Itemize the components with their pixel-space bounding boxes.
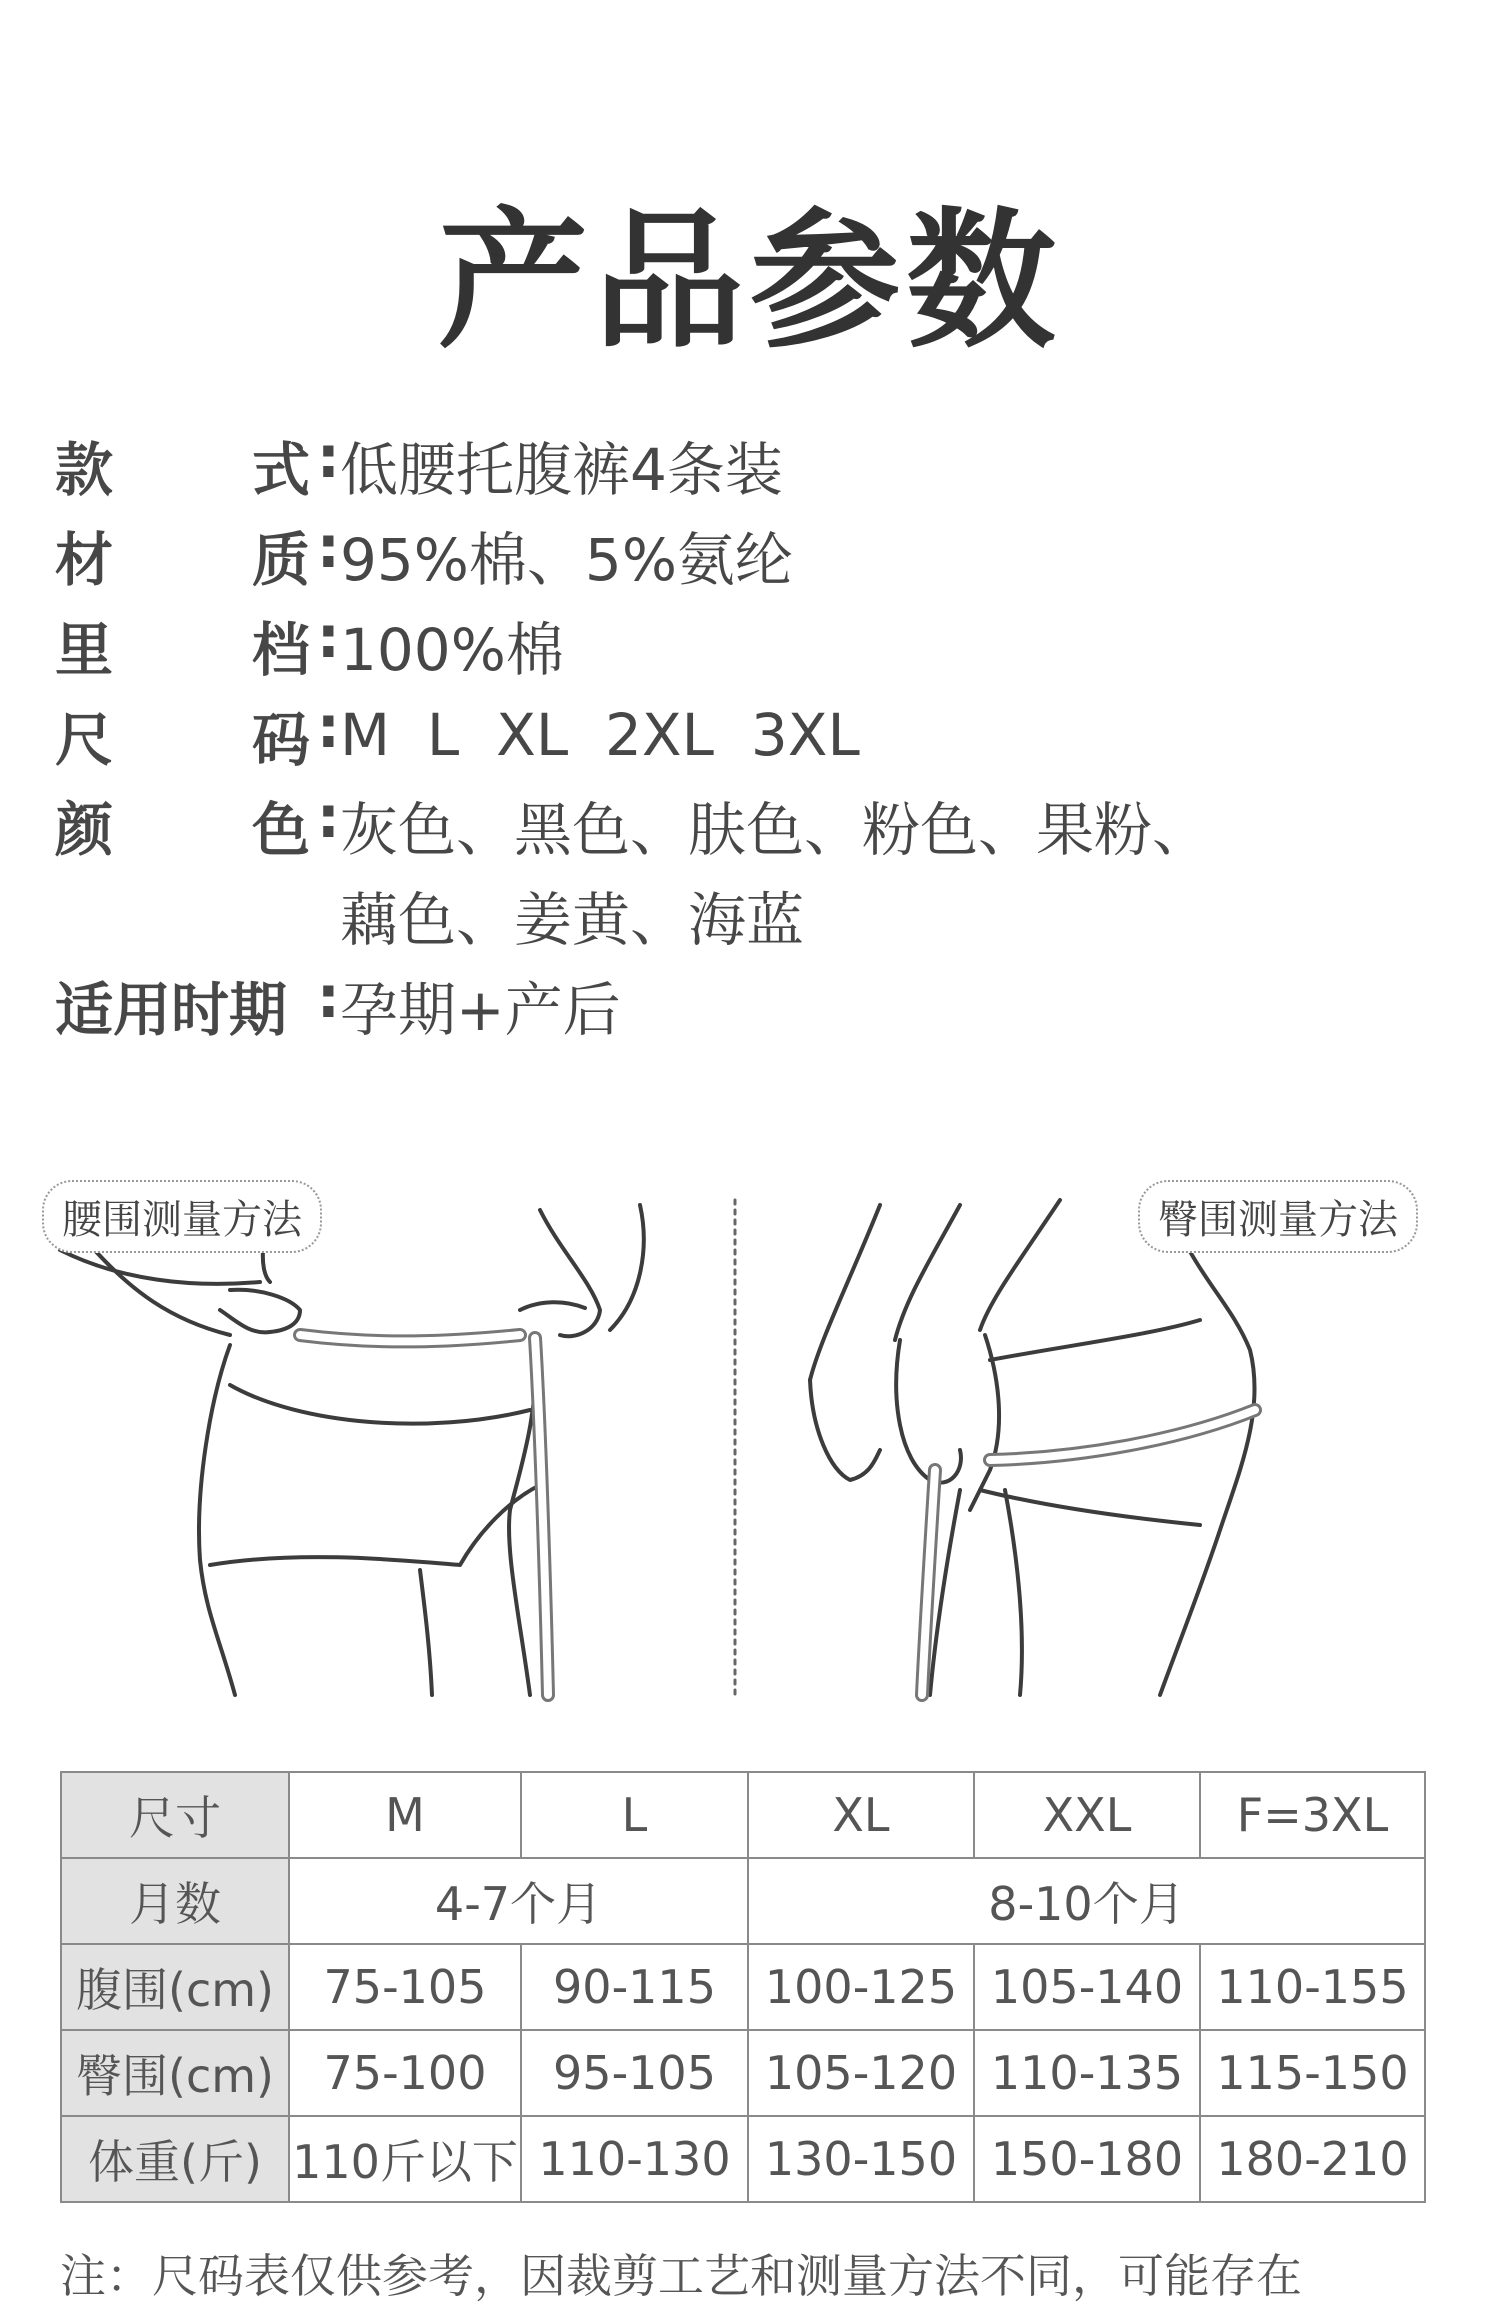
table-header-cell: XXL [974, 1772, 1200, 1858]
param-colon: : [316, 513, 340, 581]
param-label-char: 档 [251, 616, 310, 684]
table-cell: 180-210 [1200, 2116, 1425, 2202]
table-cell: 110-155 [1200, 1944, 1425, 2030]
table-cell: 75-100 [289, 2030, 521, 2116]
table-cell: 110-135 [974, 2030, 1200, 2116]
table-cell: 100-125 [748, 1944, 974, 2030]
size-table [60, 1771, 1426, 2203]
param-label [55, 603, 340, 687]
param-label [55, 783, 340, 867]
param-row-color-cont [55, 870, 1210, 960]
product-params [55, 420, 1210, 1050]
table-cell: 95-105 [521, 2030, 748, 2116]
param-label [55, 513, 340, 597]
param-colon: : [316, 963, 340, 1031]
param-value: 灰色、黑色、肤色、粉色、果粉、 [340, 796, 1211, 864]
table-row-label: 臀围(cm) [61, 2030, 289, 2116]
param-value: 孕期+产后 [340, 976, 621, 1044]
hip-figure [810, 1200, 1255, 1695]
table-cell: 105-120 [748, 2030, 974, 2116]
table-header-cell: XL [748, 1772, 974, 1858]
table-row [61, 1858, 1425, 1944]
param-value: 藕色、姜黄、海蓝 [340, 886, 805, 954]
table-header-row [61, 1772, 1425, 1858]
param-label-text: 适用时期 [55, 976, 288, 1044]
hip-method-label: 臀围测量方法 [1138, 1180, 1418, 1253]
table-row-label: 月数 [61, 1858, 289, 1944]
table-cell: 90-115 [521, 1944, 748, 2030]
param-label-char: 色 [251, 796, 310, 864]
table-cell: 105-140 [974, 1944, 1200, 2030]
param-row-size [55, 690, 1210, 780]
param-row-period [55, 960, 1210, 1050]
table-row [61, 2030, 1425, 2116]
table-cell: 130-150 [748, 2116, 974, 2202]
waist-method-label: 腰围测量方法 [42, 1180, 322, 1253]
param-label-char: 材 [55, 526, 114, 594]
table-cell: 110斤以下 [289, 2116, 521, 2202]
table-cell: 110-130 [521, 2116, 748, 2202]
table-row [61, 1944, 1425, 2030]
table-cell: 75-105 [289, 1944, 521, 2030]
param-label-char: 码 [251, 706, 310, 774]
param-colon: : [316, 783, 340, 851]
param-label [55, 423, 340, 507]
table-row-label: 腹围(cm) [61, 1944, 289, 2030]
param-label-char: 尺 [55, 706, 114, 774]
param-label [55, 963, 340, 1047]
table-cell: 8-10个月 [748, 1858, 1425, 1944]
param-colon: : [316, 423, 340, 491]
param-row-material [55, 510, 1210, 600]
page-title: 产品参数 [437, 195, 1062, 369]
table-cell: 115-150 [1200, 2030, 1425, 2116]
param-label [55, 693, 340, 777]
table-cell: 4-7个月 [289, 1858, 748, 1944]
param-colon: : [316, 693, 340, 761]
waist-figure [60, 1205, 644, 1695]
param-colon: : [316, 603, 340, 671]
table-header-cell: M [289, 1772, 521, 1858]
size-note: 注：尺码表仅供参考，因裁剪工艺和测量方法不同，可能存在 [60, 2249, 1302, 2303]
table-cell: 150-180 [974, 2116, 1200, 2202]
table-header-cell: 尺寸 [61, 1772, 289, 1858]
param-label-char: 质 [251, 526, 310, 594]
param-label-char: 款 [55, 436, 114, 504]
param-value: 低腰托腹裤4条装 [340, 436, 783, 504]
param-value: 95%棉、5%氨纶 [340, 526, 793, 594]
table-header-cell: L [521, 1772, 748, 1858]
table-header-cell: F=3XL [1200, 1772, 1425, 1858]
measurement-figures [0, 1170, 1500, 1710]
table-row [61, 2116, 1425, 2202]
param-label-char: 颜 [55, 796, 114, 864]
param-value: M L XL 2XL 3XL [340, 701, 860, 769]
table-row-label: 体重(斤) [61, 2116, 289, 2202]
param-row-style [55, 420, 1210, 510]
param-row-color [55, 780, 1210, 870]
param-label-char: 式 [251, 436, 310, 504]
param-row-lining [55, 600, 1210, 690]
param-value: 100%棉 [340, 616, 564, 684]
param-label-char: 里 [55, 616, 114, 684]
